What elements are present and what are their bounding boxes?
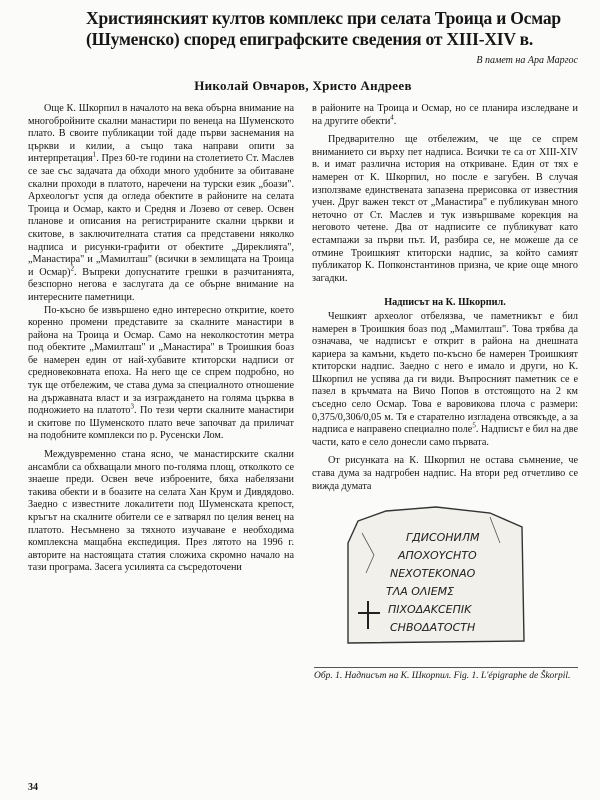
body-columns — [28, 103, 578, 699]
footnote-ref: 3 — [130, 402, 134, 411]
footnote-ref: 4 — [390, 113, 394, 122]
paragraph: От рисунката на К. Шкорпил не остава съмнение, че става дума за надгробен надпис. На втори ред отчетливо се вижда думата — [312, 455, 578, 492]
paragraph: Чешкият археолог отбелязва, че паметникът е бил намерен в Троишкия боаз под „Мамилташ". Това трябва да означава, че надписът е открит в района на днешната кариера за камъни, където по-късно бе намерен Троишкият ктиторски надпис. Заедно с него е имало и други, но К. Шкорпил не успява да ги види. Въпросният паметник се е пазел в кръчмата на Вичо Попов в отстоящото на 2 км съседно село Осмар. Това е варовикова плоча с размери: 0,375/0,306/0,05 м. Тя е старателно изгладена отвсякъде, а за надписа е направено специално поле$^5$. Надписът е бил на две части, като е село донесли само първата. — [312, 310, 578, 448]
section-heading: Надписът на К. Шкорпил. — [384, 297, 506, 309]
paragraph: Междувременно стана ясно, че манастирските скални ансамбли са обхващали много по-голяма площ, отколкото се знаеше преди. Освен вече изброените, бяха набелязани такива обекти и в боазите на селата Хан Крум и Дивдядово. Заедно с известните локалитети под Шуменската крепост, кръгът на скалните обители се е затварял по целия венец на платото. Несъмнено за тяхното изучаване е необходима комплексна мащабна експедиция. През лятото на 1996 г. авторите на настоящата статия сложиха скромно начало на тази програма. Засега усилията са съсредоточени — [28, 449, 294, 574]
inscription-line: ΠΙΧΟΔΑΚСЕΠΙΚ — [388, 603, 472, 617]
figure — [312, 499, 578, 699]
inscription-line: ΑΠΟΧΟΥСΗΤΟ — [398, 549, 477, 563]
article-title: Християнският култов комплекс при селата Троица и Осмар (Шуменско) според епиграфските сведения от XIII-XIV в. — [86, 8, 561, 49]
page-number: 34 — [28, 782, 38, 793]
left-column — [28, 103, 294, 699]
inscription-line: ΤΛΑ ΟΛΙΕΜΣ — [386, 585, 455, 599]
right-column — [312, 103, 578, 699]
paragraph: в районите на Троица и Осмар, но се планира изследване и на другите обекти$^4$. — [312, 103, 578, 127]
paragraph: Още К. Шкорпил в началото на века обърна внимание на многобройните скални манастири по венеца на Шуменското плато. В своите публикации той даде първи заснемания на църкви и килии, а също така направи опити за интерпретация$^1$. През 60-те години на столетието Ст. Маслев се зае със задачата да обходи много удобните за обитаване скални проходи в платото, наречени на турски език „боази". Археологът успя да огледа обектите в районите на селата Троица и Осмар, както и Средня и Лозево от север. Освен планове и описания на регистрираните скални църкви и скитове, в заключителната статия са представени няколко надписа и рисунки-графити от обектите „Диреклията", „Манастира" и „Мамилташ" (всички в землищата на Троица и Осмар)$^2$. Въпреки допуснатите грешки в разчитанията, безспорно негова е заслугата да се обърне внимание на интересните паметници. — [28, 103, 294, 303]
authors: Николай Овчаров, Христо Андреев — [194, 78, 412, 93]
dedication: В памет на Ара Маргос — [476, 55, 578, 66]
inscription-drawing — [340, 503, 528, 649]
inscription-line: ГДИСОНИЛМ — [406, 531, 480, 545]
paragraph: По-късно бе извършено едно интересно откритие, което коренно промени представите за скалните манастири в района на Троица и Осмар. Само на неколкостотин метра под обектите „Мамилташ" и „Манастира" в Троишкия боаз бе намерен един от най-хубавите ктиторски надписи от средновековната епоха. На него ще се спрем подробно, но тук ще отбележим, че става дума за специалното отношение на държавната власт и за изграждането на голяма църква в подножието на платото$^3$. По тези черти скалните манастири и скитове по Шуменското плато вече започват да приличат на подобните комплекси по р. Русенски Лом. — [28, 304, 294, 442]
inscription-line: ΝΕΧΟΤΕΚΟΝΑΟ — [390, 567, 476, 581]
footnote-ref: 5 — [472, 421, 476, 430]
inscription-line: СΗΒΟΔΑΤΟСΤΗ — [390, 621, 476, 635]
footnote-ref: 1 — [92, 150, 97, 159]
figure-caption: Обр. 1. Надписът на К. Шкорпил. Fig. 1. L'épigraphe de Škorpil. — [314, 667, 578, 682]
footnote-ref: 2 — [70, 264, 74, 273]
paragraph: Предварително ще отбележим, че ще се спрем вниманието си върху пет надписа. Всички те са от XIII-XIV в. и имат различна история на откриване. Един от тях е намерен от К. Шкорпил, но после е загубен. В случая използваме единствената запазена прерисовка от известния учен. Друг важен текст от „Манастира" е публикуван много неточно от Ст. Маслев и тук извършваме корекция на неговото четене. Два от надписите се публикуват като естампажи за първи път. И, разбира се, не можеше да се отмине Троишкият ктиторски надпис, за който самият публикатор К. Попконстантинов призна, че крие още много загадки. — [312, 134, 578, 284]
